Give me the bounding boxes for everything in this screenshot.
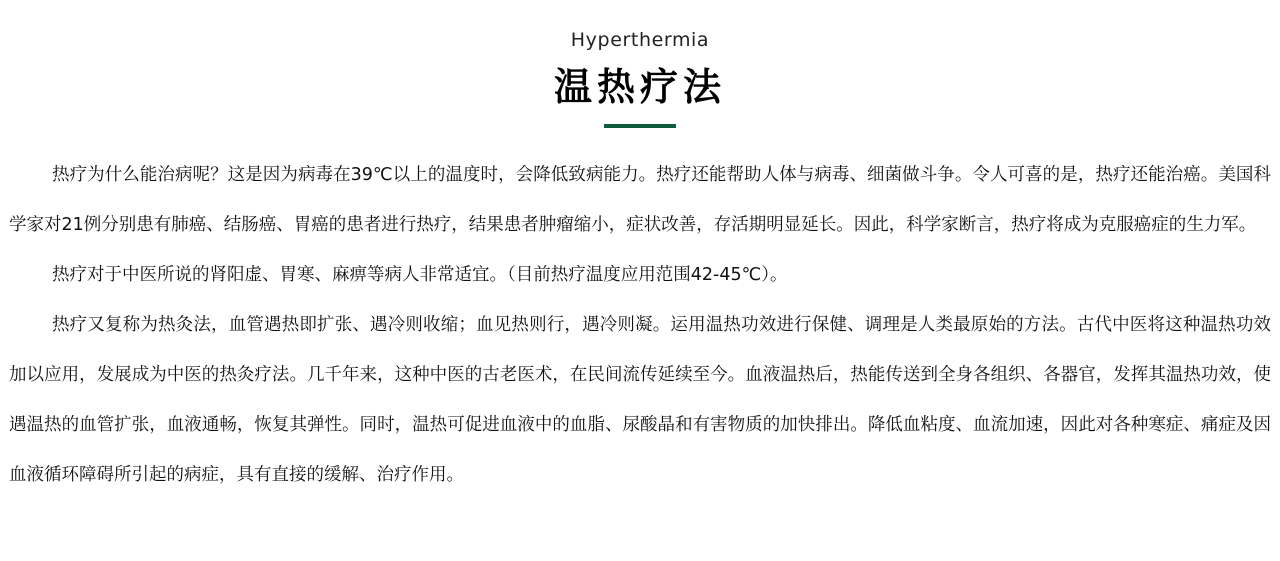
article-paragraph: 热疗对于中医所说的肾阳虚、胃寒、麻痹等病人非常适宜。（目前热疗温度应用范围42-45℃）。 [52, 265, 788, 285]
section-title: 温热疗法 [553, 65, 726, 109]
article-body [9, 150, 1271, 500]
article-paragraph: 热疗为什么能治病呢？这是因为病毒在39℃以上的温度时，会降低致病能力。热疗还能帮助人体与病毒、细菌做斗争。令人可喜的是，热疗还能治癌。美国科学家对21例分别患有肺癌、结肠癌、胃癌的患者进行热疗，结果患者肿瘤缩小，症状改善，存活期明显延长。因此，科学家断言，热疗将成为克服癌症的生力军。 [9, 165, 1271, 235]
article-paragraph: 热疗又复称为热灸法，血管遇热即扩张、遇冷则收缩；血见热则行，遇冷则凝。运用温热功效进行保健、调理是人类最原始的方法。古代中医将这种温热功效加以应用，发展成为中医的热灸疗法。几千年来，这种中医的古老医术，在民间流传延续至今。血液温热后，热能传送到全身各组织、各器官，发挥其温热功效，使遇温热的血管扩张，血液通畅，恢复其弹性。同时，温热可促进血液中的血脂、尿酸晶和有害物质的加快排出。降低血粘度、血流加速，因此对各种寒症、痛症及因血液循环障碍所引起的病症，具有直接的缓解、治疗作用。 [9, 315, 1271, 485]
title-underline [604, 124, 676, 128]
section-subtitle: Hyperthermia [570, 29, 710, 51]
